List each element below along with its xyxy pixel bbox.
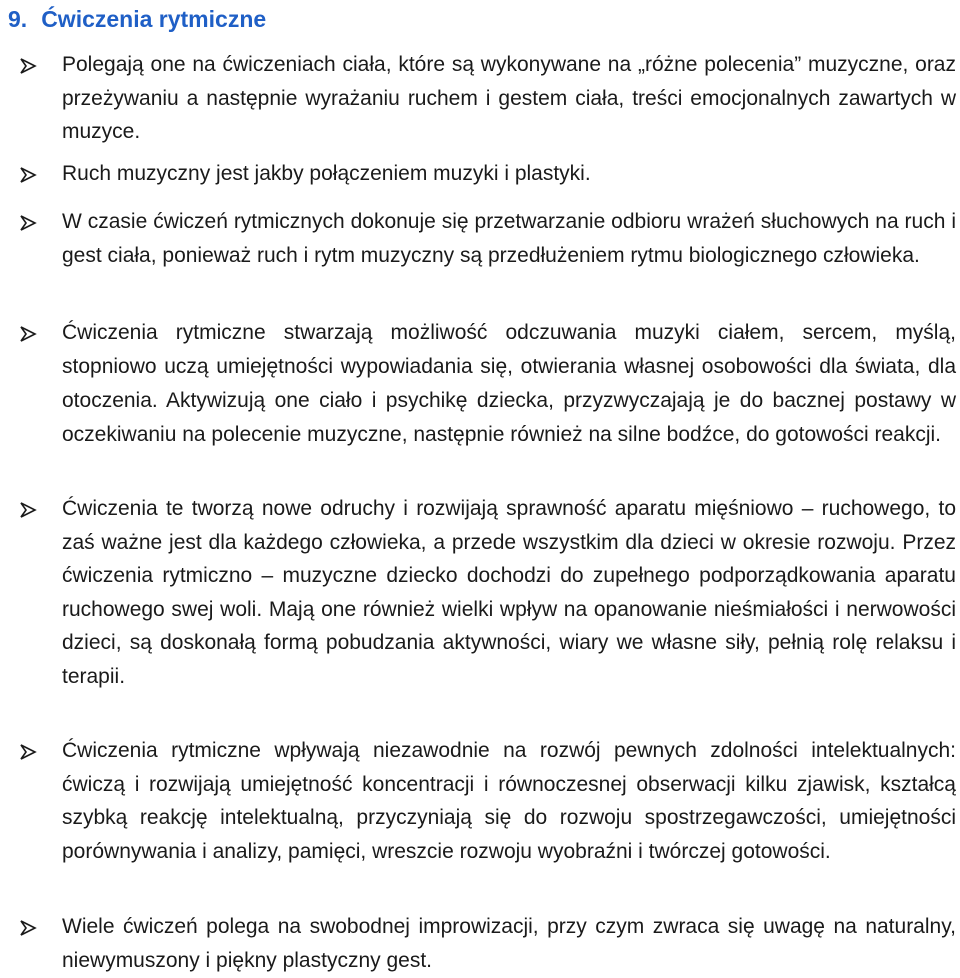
section-title: Ćwiczenia rytmiczne [41,6,267,32]
bullet-item [62,205,956,273]
arrowhead-bullet-icon [18,501,42,519]
bullet-text: Ćwiczenia rytmiczne stwarzają możliwość odczuwania muzyki ciałem, sercem, myślą, stopniowo uczą umiejętności wypowiadania się, otwierania własnej osobowości dla świata, dla otoczenia. Aktywizują one ciało i psychikę dziecka, przyzwyczajają je do bacznej postawy w oczekiwaniu na polecenie muzyczne, następnie również na silne bodźce, do gotowości reakcji. [62,321,956,446]
bullet-text: Ćwiczenia te tworzą nowe odruchy i rozwijają sprawność aparatu mięśniowo – ruchowego, to zaś ważne jest dla każdego człowieka, a przede wszystkim dla dzieci w okresie rozwoju. Przez ćwiczenia rytmiczno – muzyczne dziecko dochodzi do zupełnego podporządkowania aparatu ruchowego swej woli. Mają one również wielki wpływ na opanowanie nieśmiałości i nerwowości dzieci, są doskonałą formą pobudzania aktywności, wiary we własne siły, pełnią rolę relaksu i terapii. [62,497,956,688]
arrowhead-bullet-icon [18,743,42,761]
section-heading [8,5,266,33]
bullet-item [62,910,956,978]
bullet-text: Polegają one na ćwiczeniach ciała, które są wykonywane na „różne polecenia” muzyczne, oraz przeżywaniu a następnie wyrażaniu ruchem i gestem ciała, treści emocjonalnych zawartych w muzyce. [62,53,956,143]
bullet-item [62,157,956,191]
arrowhead-bullet-icon [18,214,42,232]
arrowhead-bullet-icon [18,325,42,343]
bullet-text: Wiele ćwiczeń polega na swobodnej improwizacji, przy czym zwraca się uwagę na naturalny, niewymuszony i piękny plastyczny gest. [62,915,956,972]
section-number: 9. [8,6,28,32]
bullet-item [62,492,956,693]
bullet-item [62,734,956,868]
arrowhead-bullet-icon [18,57,42,75]
arrowhead-bullet-icon [18,166,42,184]
bullet-text: Ćwiczenia rytmiczne wpływają niezawodnie na rozwój pewnych zdolności intelektualnych: ćwiczą i rozwijają umiejętność koncentracji i równoczesnej obserwacji kilku zjawisk, kształcą szybką reakcję intelektualną, przyczyniają się do rozwoju spostrzegawczości, umiejętności porównywania i analizy, pamięci, wreszcie rozwoju wyobraźni i twórczej gotowości. [62,739,956,863]
bullet-item [62,48,956,149]
bullet-item [62,316,956,452]
bullet-text: Ruch muzyczny jest jakby połączeniem muzyki i plastyki. [62,162,591,185]
bullet-text: W czasie ćwiczeń rytmicznych dokonuje się przetwarzanie odbioru wrażeń słuchowych na ruch i gest ciała, ponieważ ruch i rytm muzyczny są przedłużeniem rytmu biologicznego człowieka. [62,210,956,267]
arrowhead-bullet-icon [18,919,42,937]
